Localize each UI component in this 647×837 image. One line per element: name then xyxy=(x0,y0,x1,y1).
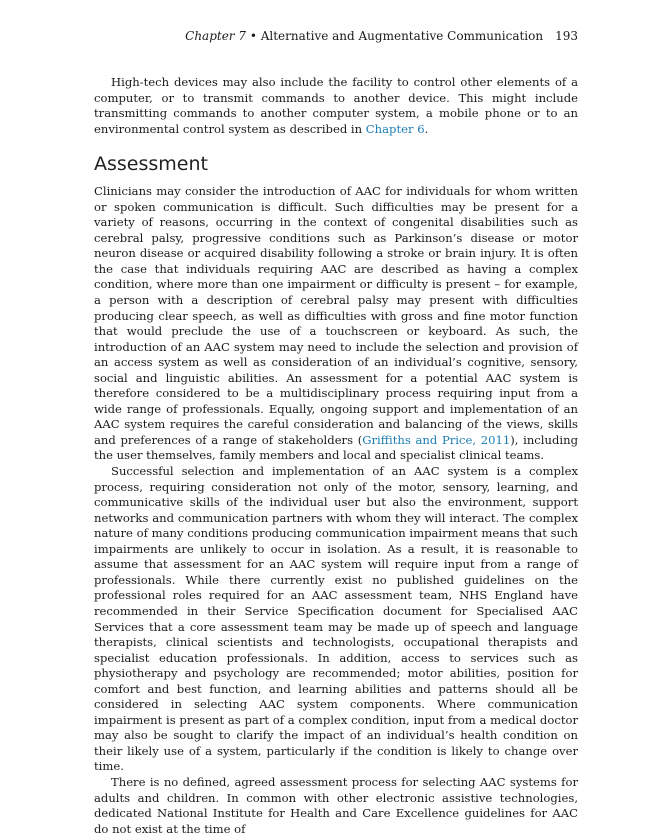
paragraph-end: . xyxy=(424,121,429,136)
paragraph-no-defined-process: There is no defined, agreed assessment process for selecting AAC systems for adults and children. In common with other electronic assistive technologies, dedicated National Institute for Health and Care Excellence guidelines for AAC do not exist at the time of xyxy=(94,774,578,836)
citation-link[interactable]: Griffiths and Price, 2011 xyxy=(362,432,511,447)
paragraph-high-tech xyxy=(94,75,578,137)
paragraph-text: High-tech devices may also include the facility to control other elements of a computer, or to transmit commands to another device. This might include transmitting commands to another computer system, a mobile phone or to an environmental control system as described in xyxy=(94,75,578,136)
paragraph-end: ), including the user themselves, family members and local and specialist clinical teams. xyxy=(94,432,578,463)
running-header xyxy=(94,28,578,44)
chapter-label: Chapter 7 xyxy=(185,29,246,43)
section-heading-assessment: Assessment xyxy=(94,153,208,176)
page-number: 193 xyxy=(555,29,578,43)
book-page xyxy=(94,28,578,837)
header-bullet: • xyxy=(249,29,257,43)
chapter-title: Alternative and Augmentative Communication xyxy=(260,29,544,43)
paragraph-successful-selection: Successful selection and implementation of an AAC system is a complex process, requiring consideration not only of the motor, sensory, learning, and communicative skills of the individual user but also the environment, support networks and communication partners with whom they will interact. The complex nature of many conditions producing communication impairment means that such impairments are unlikely to occur in isolation. As a result, it is reasonable to assume that assessment for an AAC system will require input from a range of professionals. While there currently exist no published guidelines on the professional roles required for an AAC assessment team, NHS England have recommended in their Service Specification document for Specialised AAC Services that a core assessment team may be made up of speech and language therapists, clinical scientists and technologists, occupational therapists and specialist education professionals. In addition, access to services such as physiotherapy and psychology are recommended; motor abilities, position for comfort and best function, and learning abilities and patterns should all be considered in selecting AAC system components. Where communication impairment is present as part of a complex condition, input from a medical doctor may also be sought to clarify the impact of an individual’s health condition on their likely use of a system, particularly if the condition is likely to change over time. xyxy=(94,464,578,774)
chapter-6-link[interactable]: Chapter 6 xyxy=(365,121,425,136)
paragraph-clinicians xyxy=(94,184,578,464)
paragraph-text: Clinicians may consider the introduction of AAC for individuals for whom written or spoken communication is difficult. Such difficulties may be present for a variety of reasons, occurring in the context of congenital disabilities such as cerebral palsy, progressive conditions such as Parkinson’s disease or motor neuron disease or acquired disability following a stroke or brain injury. It is often the case that individuals requiring AAC are described as having a complex condition, where more than one impairment or difficulty is present – for example, a person with a description of cerebral palsy may present with difficulties producing clear speech, as well as difficulties with gross and fine motor function that would preclude the use of a touchscreen or keyboard. As such, the introduction of an AAC system may need to include the selection and provision of an access system as well as consideration of an individual’s cognitive, sensory, social and linguistic abilities. An assessment for a potential AAC system is therefore considered to be a multidisciplinary process requiring input from a wide range of professionals. Equally, ongoing support and implementation of an AAC system requires the careful consideration and balancing of the views, skills and preferences of a range of stakeholders ( xyxy=(94,184,578,447)
